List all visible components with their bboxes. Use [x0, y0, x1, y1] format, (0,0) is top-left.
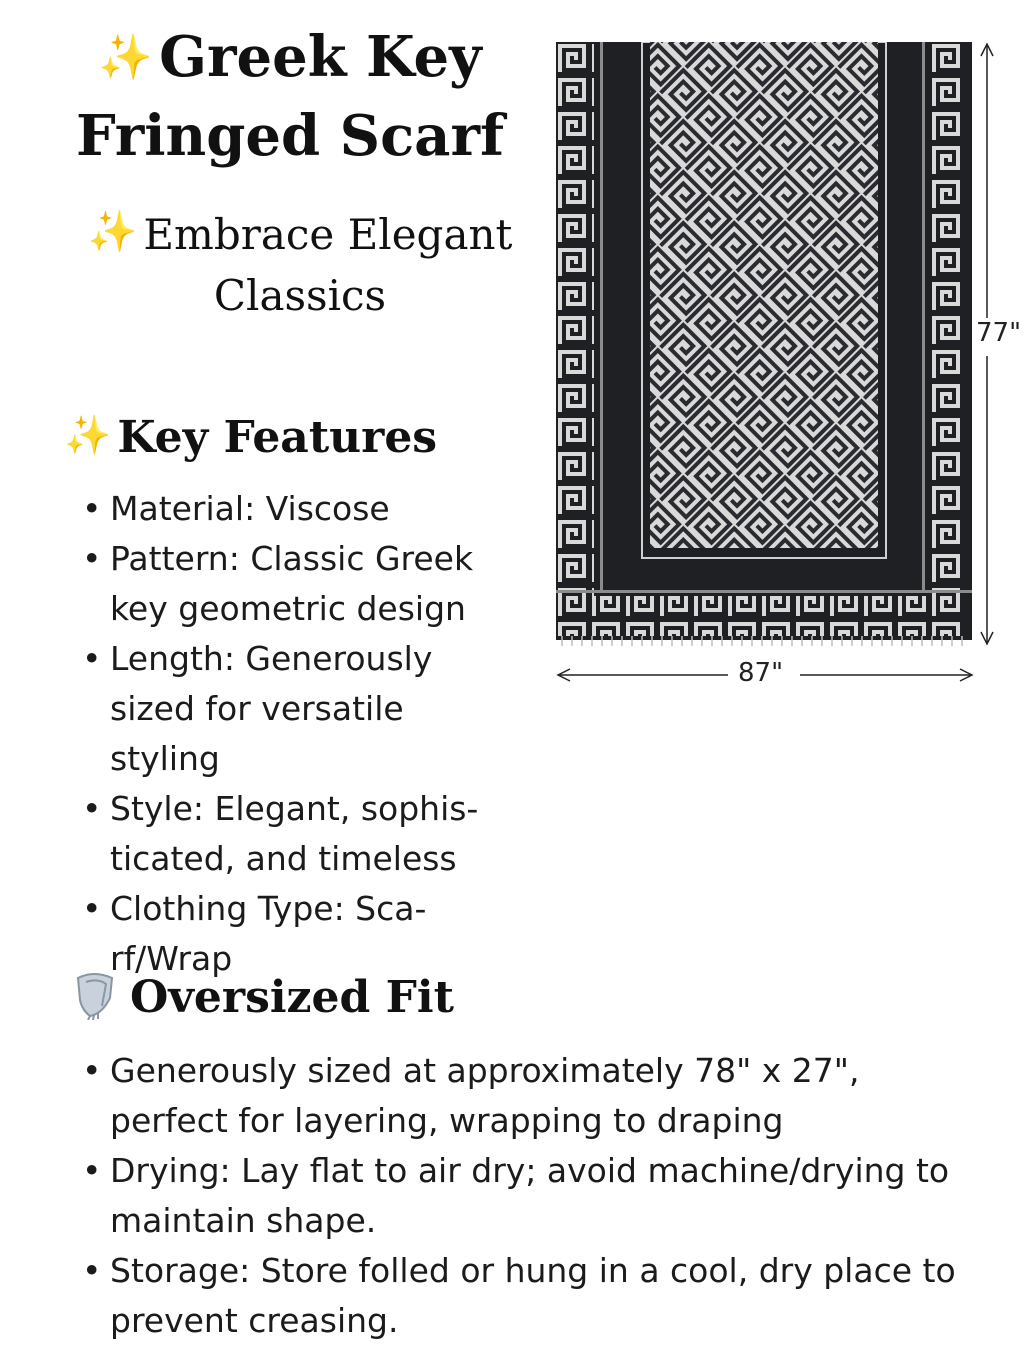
- fit-item-size: • Generously sized at approximately 78" x 27", perfect for layering, wrapping to draping: [82, 1046, 962, 1146]
- fit-item-storage: • Storage: Store folled or hung in a cool, dry place to prevent creasing.: [82, 1246, 962, 1346]
- subtitle-text-1: Embrace Elegant: [143, 210, 513, 259]
- title-line-2: Fringed Scarf: [75, 103, 505, 169]
- fit-item-drying: • Drying: Lay flat to air dry; avoid machine/drying to maintain shape.: [82, 1146, 962, 1246]
- feature-item-clothing-type: • Clothing Type: Sca-rf/Wrap: [82, 884, 522, 984]
- oversized-fit-heading: [72, 970, 454, 1026]
- sparkles-icon: ✨: [64, 413, 112, 457]
- width-dimension-label: 87": [738, 658, 784, 688]
- sparkles-icon: ✨: [98, 32, 154, 83]
- scarf-icon: [72, 970, 118, 1020]
- feature-item-length: • Length: Generously sized for versatile styling: [82, 634, 522, 784]
- key-features-heading-text: Key Features: [117, 412, 438, 463]
- feature-item-material: • Material: Viscose: [82, 484, 522, 534]
- feature-item-style: • Style: Elegant, sophis-ticated, and timeless: [82, 784, 522, 884]
- feature-item-pattern: • Pattern: Classic Greek key geometric design: [82, 534, 522, 634]
- subtitle-line-2: Classics: [213, 271, 387, 320]
- height-dimension-label: 77": [976, 318, 1022, 348]
- oversized-fit-list: [82, 1046, 962, 1346]
- oversized-fit-heading-text: Oversized Fit: [130, 972, 454, 1023]
- title-text-1: Greek Key: [159, 24, 482, 90]
- sparkles-icon: ✨: [87, 209, 138, 255]
